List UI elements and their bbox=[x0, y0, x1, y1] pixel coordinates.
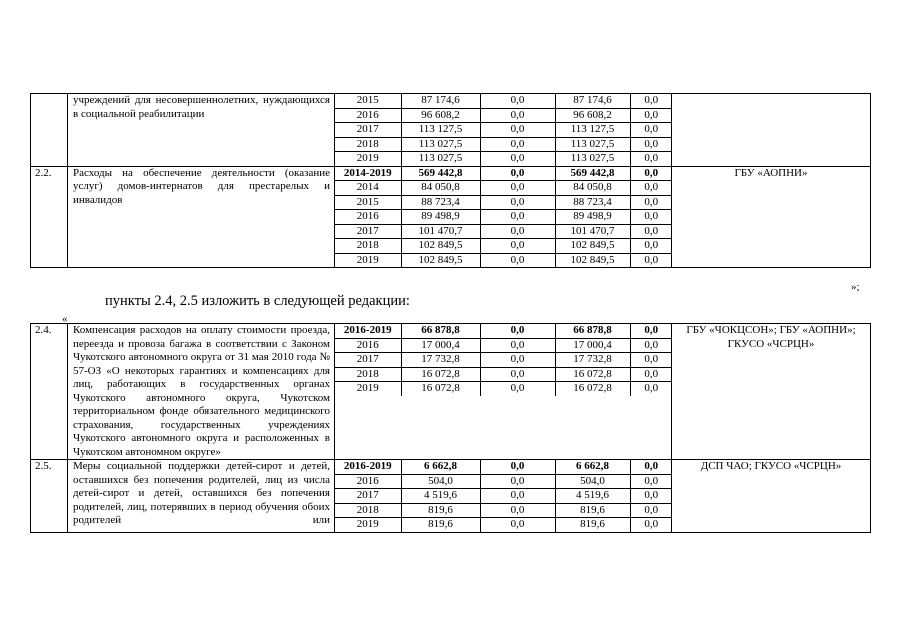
other-cell: 0,0 bbox=[630, 460, 672, 474]
regional-cell: 102 849,5 bbox=[555, 239, 630, 254]
yearly-amounts bbox=[335, 166, 672, 268]
regional-cell: 89 498,9 bbox=[555, 210, 630, 225]
year-cell: 2019 bbox=[356, 253, 379, 266]
federal-cell: 0,0 bbox=[480, 353, 555, 368]
year-row bbox=[335, 489, 672, 504]
regional-cell: 4 519,6 bbox=[555, 489, 630, 504]
total-cell: 87 174,6 bbox=[401, 94, 480, 108]
year-row bbox=[335, 353, 672, 368]
regional-cell: 16 072,8 bbox=[555, 367, 630, 382]
total-cell: 17 732,8 bbox=[401, 353, 480, 368]
row-description: Расходы на обеспечение деятельности (оказание услуг) домов-интернатов для престарелых и инвалидов bbox=[68, 166, 335, 268]
year-row bbox=[335, 94, 672, 108]
regional-cell: 504,0 bbox=[555, 474, 630, 489]
row-description: учреждений для несовершеннолетних, нуждающихся в социальной реабилитации bbox=[68, 94, 335, 167]
total-cell: 113 027,5 bbox=[401, 152, 480, 166]
federal-cell: 0,0 bbox=[480, 167, 555, 181]
federal-cell: 0,0 bbox=[480, 367, 555, 382]
federal-cell: 0,0 bbox=[480, 181, 555, 196]
total-cell: 102 849,5 bbox=[401, 253, 480, 267]
federal-cell: 0,0 bbox=[480, 338, 555, 353]
year-row bbox=[335, 474, 672, 489]
other-cell: 0,0 bbox=[630, 108, 672, 123]
total-cell: 66 878,8 bbox=[401, 324, 480, 338]
total-cell: 101 470,7 bbox=[401, 224, 480, 239]
year-cell: 2016 bbox=[335, 474, 401, 489]
table-row bbox=[31, 166, 871, 268]
other-cell: 0,0 bbox=[630, 137, 672, 152]
year-row bbox=[335, 518, 672, 532]
other-cell: 0,0 bbox=[630, 181, 672, 196]
regional-cell: 569 442,8 bbox=[555, 167, 630, 181]
federal-cell: 0,0 bbox=[480, 460, 555, 474]
year-row bbox=[335, 152, 672, 166]
other-cell: 0,0 bbox=[630, 152, 672, 166]
federal-cell: 0,0 bbox=[480, 489, 555, 504]
regional-cell: 113 027,5 bbox=[555, 137, 630, 152]
federal-cell: 0,0 bbox=[480, 518, 555, 532]
total-cell: 569 442,8 bbox=[401, 167, 480, 181]
budget-table-bottom bbox=[30, 323, 871, 533]
regional-cell: 96 608,2 bbox=[555, 108, 630, 123]
year-row bbox=[335, 338, 672, 353]
regional-cell: 84 050,8 bbox=[555, 181, 630, 196]
row-description: Меры социальной поддержки детей-сирот и детей, оставшихся без попечения родителей, лиц из числа детей-сирот и детей, оставшихся без попечения родителей, лиц, потерявших в период обучения обоих родителей или bbox=[68, 460, 335, 533]
year-row bbox=[335, 181, 672, 196]
year-cell: 2015 bbox=[335, 195, 401, 210]
total-cell: 16 072,8 bbox=[401, 382, 480, 396]
row-number: 2.5. bbox=[31, 460, 68, 533]
regional-cell: 819,6 bbox=[555, 503, 630, 518]
regional-cell: 66 878,8 bbox=[555, 324, 630, 338]
other-cell: 0,0 bbox=[630, 338, 672, 353]
other-cell: 0,0 bbox=[630, 195, 672, 210]
total-cell: 102 849,5 bbox=[401, 239, 480, 254]
regional-cell: 16 072,8 bbox=[555, 382, 630, 396]
year-cell: 2017 bbox=[335, 224, 401, 239]
federal-cell: 0,0 bbox=[480, 210, 555, 225]
other-cell: 0,0 bbox=[630, 324, 672, 338]
federal-cell: 0,0 bbox=[480, 503, 555, 518]
year-cell: 2014 bbox=[335, 181, 401, 196]
year-row bbox=[335, 195, 672, 210]
other-cell: 0,0 bbox=[630, 94, 672, 108]
regional-cell: 101 470,7 bbox=[555, 224, 630, 239]
other-cell: 0,0 bbox=[630, 253, 672, 267]
year-row bbox=[335, 137, 672, 152]
year-cell: 2019 bbox=[356, 518, 379, 530]
other-cell: 0,0 bbox=[630, 382, 672, 396]
year-cell: 2018 bbox=[335, 503, 401, 518]
table-row bbox=[31, 324, 871, 460]
year-cell: 2017 bbox=[335, 123, 401, 138]
year-cell: 2018 bbox=[335, 137, 401, 152]
total-cell: 16 072,8 bbox=[401, 367, 480, 382]
regional-cell: 819,6 bbox=[555, 518, 630, 532]
year-row bbox=[335, 324, 672, 338]
regional-cell: 6 662,8 bbox=[555, 460, 630, 474]
total-cell: 4 519,6 bbox=[401, 489, 480, 504]
other-cell: 0,0 bbox=[630, 353, 672, 368]
regional-cell: 87 174,6 bbox=[555, 94, 630, 108]
yearly-amounts bbox=[335, 460, 672, 533]
federal-cell: 0,0 bbox=[480, 474, 555, 489]
year-row bbox=[335, 210, 672, 225]
federal-cell: 0,0 bbox=[480, 94, 555, 108]
total-cell: 819,6 bbox=[401, 518, 480, 532]
total-cell: 17 000,4 bbox=[401, 338, 480, 353]
federal-cell: 0,0 bbox=[480, 108, 555, 123]
federal-cell: 0,0 bbox=[480, 195, 555, 210]
year-cell: 2016-2019 bbox=[335, 324, 401, 338]
year-row bbox=[335, 224, 672, 239]
regional-cell: 17 732,8 bbox=[555, 353, 630, 368]
year-row bbox=[335, 460, 672, 474]
other-cell: 0,0 bbox=[630, 489, 672, 504]
other-cell: 0,0 bbox=[630, 518, 672, 532]
total-cell: 819,6 bbox=[401, 503, 480, 518]
year-row bbox=[335, 367, 672, 382]
year-cell: 2019 bbox=[356, 382, 379, 394]
other-cell: 0,0 bbox=[630, 474, 672, 489]
row-number: 2.2. bbox=[31, 166, 68, 268]
responsible-organization: ГБУ «АОПНИ» bbox=[672, 166, 871, 268]
year-cell: 2018 bbox=[335, 239, 401, 254]
other-cell: 0,0 bbox=[630, 210, 672, 225]
federal-cell: 0,0 bbox=[480, 224, 555, 239]
year-cell: 2015 bbox=[335, 94, 401, 108]
budget-table-top-body bbox=[31, 94, 871, 268]
year-cell: 2016 bbox=[335, 338, 401, 353]
federal-cell: 0,0 bbox=[480, 123, 555, 138]
row-description: Компенсация расходов на оплату стоимости проезда, переезда и провоза багажа в соответствии с Законом Чукотского автономного округа от 31 мая 2010 года № 57-ОЗ «О некоторых гарантиях и компенсациях для лиц, работающих в государственных органах Чукотского автономного округа, Чукотском территориальном фонде обязательного медицинского страхования, государственных учреждениях Чукотского автономного округа и расположенных в Чукотском автономном округе» bbox=[68, 324, 335, 460]
federal-cell: 0,0 bbox=[480, 382, 555, 396]
other-cell: 0,0 bbox=[630, 123, 672, 138]
regional-cell: 17 000,4 bbox=[555, 338, 630, 353]
closing-quote: »; bbox=[851, 281, 860, 293]
year-cell: 2019 bbox=[356, 152, 379, 164]
other-cell: 0,0 bbox=[630, 239, 672, 254]
budget-table-bottom-body bbox=[31, 324, 871, 533]
total-cell: 89 498,9 bbox=[401, 210, 480, 225]
total-cell: 6 662,8 bbox=[401, 460, 480, 474]
year-row bbox=[335, 108, 672, 123]
year-cell: 2017 bbox=[335, 489, 401, 504]
year-cell: 2018 bbox=[335, 367, 401, 382]
year-row bbox=[335, 253, 672, 267]
total-cell: 84 050,8 bbox=[401, 181, 480, 196]
regional-cell: 113 127,5 bbox=[555, 123, 630, 138]
budget-table-top bbox=[30, 93, 871, 268]
total-cell: 113 127,5 bbox=[401, 123, 480, 138]
row-number bbox=[31, 94, 68, 167]
table-row bbox=[31, 94, 871, 167]
federal-cell: 0,0 bbox=[480, 253, 555, 267]
regional-cell: 102 849,5 bbox=[555, 253, 630, 267]
federal-cell: 0,0 bbox=[480, 152, 555, 166]
year-cell: 2017 bbox=[335, 353, 401, 368]
year-cell: 2016 bbox=[335, 210, 401, 225]
other-cell: 0,0 bbox=[630, 224, 672, 239]
total-cell: 113 027,5 bbox=[401, 137, 480, 152]
amendment-instruction: пункты 2.4, 2.5 изложить в следующей редакции: bbox=[105, 293, 410, 309]
yearly-amounts bbox=[335, 324, 672, 460]
responsible-organization: ДСП ЧАО; ГКУСО «ЧСРЦН» bbox=[672, 460, 871, 533]
year-cell: 2016-2019 bbox=[335, 460, 401, 474]
other-cell: 0,0 bbox=[630, 367, 672, 382]
federal-cell: 0,0 bbox=[480, 239, 555, 254]
table-row bbox=[31, 460, 871, 533]
year-cell: 2016 bbox=[335, 108, 401, 123]
federal-cell: 0,0 bbox=[480, 137, 555, 152]
regional-cell: 113 027,5 bbox=[555, 152, 630, 166]
other-cell: 0,0 bbox=[630, 503, 672, 518]
year-row bbox=[335, 503, 672, 518]
other-cell: 0,0 bbox=[630, 167, 672, 181]
year-row bbox=[335, 167, 672, 181]
responsible-organization: ГБУ «ЧОКЦСОН»; ГБУ «АОПНИ»; ГКУСО «ЧСРЦН» bbox=[672, 324, 871, 460]
year-row bbox=[335, 123, 672, 138]
year-row bbox=[335, 382, 672, 396]
total-cell: 96 608,2 bbox=[401, 108, 480, 123]
opening-quote: « bbox=[62, 313, 68, 325]
row-number: 2.4. bbox=[31, 324, 68, 460]
year-row bbox=[335, 239, 672, 254]
total-cell: 504,0 bbox=[401, 474, 480, 489]
regional-cell: 88 723,4 bbox=[555, 195, 630, 210]
total-cell: 88 723,4 bbox=[401, 195, 480, 210]
federal-cell: 0,0 bbox=[480, 324, 555, 338]
yearly-amounts bbox=[335, 94, 672, 167]
year-cell: 2014-2019 bbox=[335, 167, 401, 181]
responsible-organization bbox=[672, 94, 871, 167]
